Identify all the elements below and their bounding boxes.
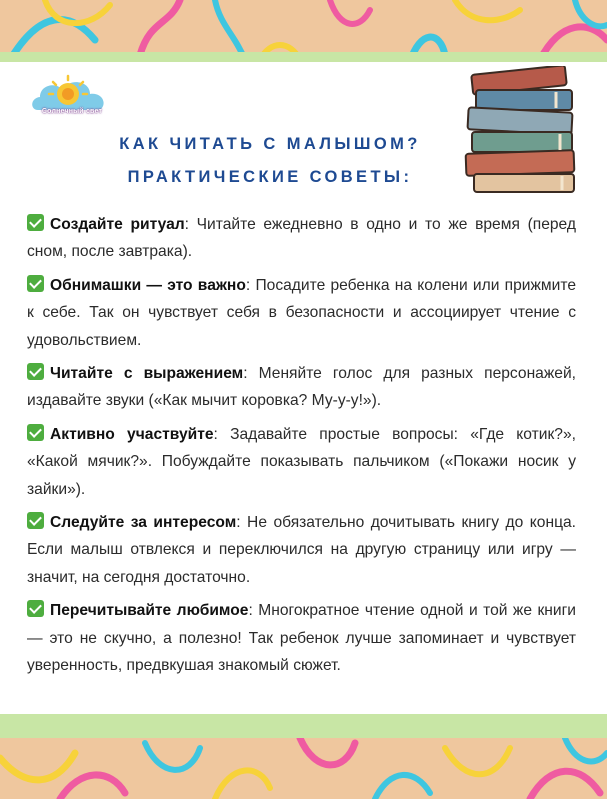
tip-text: : Многократное чтение одной и той же книги — это не скучно, а полезно! Так ребенок лучше запоминает и чувствует уверенность, предвкушая знакомый сюжет. <box>27 602 577 675</box>
tip-text: : Читайте ежедневно в одно и то же время (перед сном, после завтрака). <box>27 216 576 261</box>
check-icon <box>27 363 44 380</box>
list-item <box>27 597 576 679</box>
bottom-decor-band <box>0 738 607 799</box>
tip-text: : Посадите ребенка на колени или прижмите к себе. Так он чувствует себя в безопасности и ассоциирует чтение с удовольствием. <box>27 276 576 349</box>
check-icon <box>27 600 44 617</box>
check-icon <box>27 424 44 441</box>
sun-logo-icon <box>28 70 114 126</box>
list-item <box>27 421 576 503</box>
check-icon <box>27 214 44 231</box>
tip-title: Обнимашки — это важно <box>50 276 246 294</box>
page-title: КАК ЧИТАТЬ С МАЛЫШОМ? <box>119 135 421 153</box>
tip-title: Перечитывайте любимое <box>50 602 249 620</box>
tip-title: Следуйте за интересом <box>50 514 237 532</box>
page-subtitle: ПРАКТИЧЕСКИЕ СОВЕТЫ: <box>127 168 413 186</box>
tip-title: Читайте с выражением <box>50 365 244 383</box>
tip-text: : Задавайте простые вопросы: «Где котик?», «Какой мячик?». Побуждайте показывать пальчиком («Покажи носик у зайки»). <box>27 425 576 498</box>
logo-text: Солнечный свет <box>41 108 103 115</box>
check-icon <box>27 512 44 529</box>
list-item <box>27 272 576 354</box>
tip-title: Активно участвуйте <box>50 425 214 443</box>
check-icon <box>27 275 44 292</box>
list-item <box>27 509 576 591</box>
squiggles-bottom <box>0 738 607 799</box>
bottom-green-stripe <box>0 714 607 738</box>
list-item <box>27 211 576 266</box>
tip-text: : Не обязательно дочитывать книгу до конца. Если малыш отвлекся и переключился на другую страницу или игру — значит, на сегодня достаточно. <box>27 514 577 586</box>
list-item <box>27 360 576 415</box>
tips-list <box>27 211 576 686</box>
tip-text: : Меняйте голос для разных персонажей, издавайте звуки («Как мычит коровка? Му-у-у!»). <box>27 365 576 410</box>
tip-title: Создайте ритуал <box>50 216 185 233</box>
top-green-stripe <box>0 52 607 62</box>
